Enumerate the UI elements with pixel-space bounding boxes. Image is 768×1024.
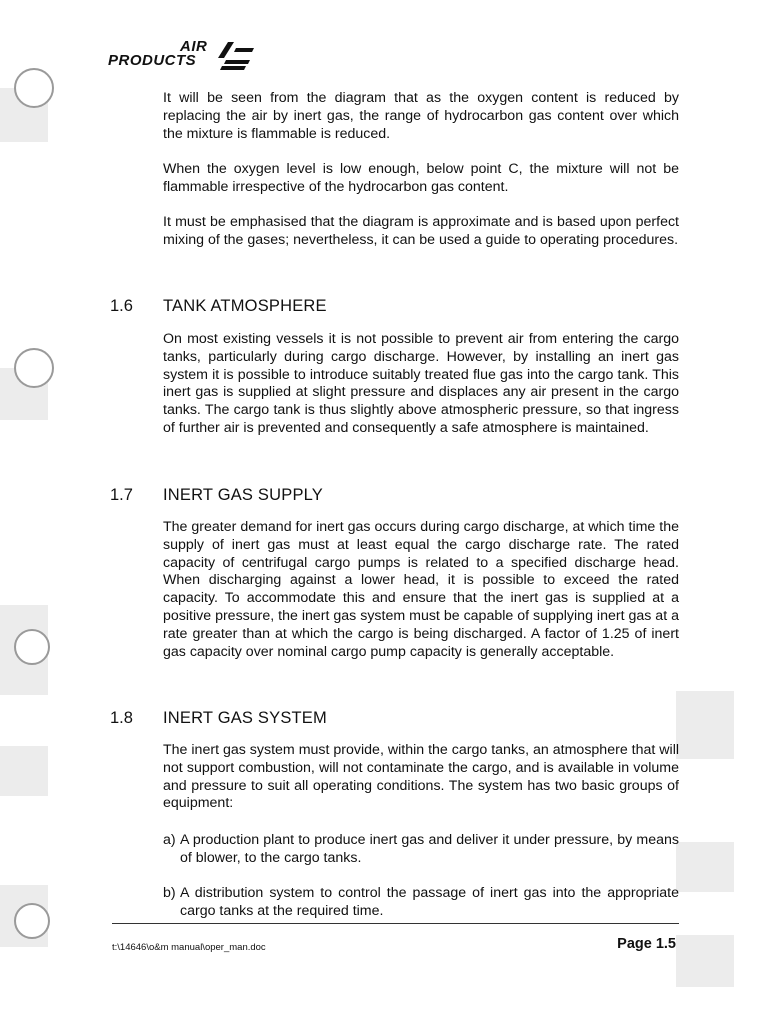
intro-paragraph: When the oxygen level is low enough, below point C, the mixture will not be flammable irrespective of the hydrocarbon gas content. [163, 161, 679, 195]
list-item-text: A distribution system to control the passage of inert gas into the appropriate cargo tanks at the required time. [180, 885, 679, 919]
footer-page-number: Page 1.5 [617, 936, 676, 952]
section-number: 1.8 [110, 709, 133, 727]
list-marker: b) [163, 885, 176, 901]
scan-shade-artifact [676, 691, 734, 759]
section-number: 1.7 [110, 486, 133, 504]
section-heading: INERT GAS SUPPLY [163, 486, 324, 504]
footer-file-path: t:\14646\o&m manual\oper_man.doc [112, 942, 266, 953]
intro-paragraph: It will be seen from the diagram that as the oxygen content is reduced by replacing the air by inert gas, the range of hydrocarbon gas content over which the mixture is flammable is reduced. [163, 90, 679, 142]
logo-mark-icon [216, 38, 256, 72]
list-item-text: A production plant to produce inert gas and deliver it under pressure, by means of blower, to the cargo tanks. [180, 832, 679, 866]
section-heading: TANK ATMOSPHERE [163, 297, 327, 315]
binder-hole-artifact [0, 88, 48, 142]
section-paragraph: On most existing vessels it is not possible to prevent air from entering the cargo tanks, particularly during cargo discharge. However, by installing an inert gas system it is possible to introduce suitably treated flue gas into the cargo tank. This inert gas is supplied at slight pressure and displaces any air present in the cargo tanks. The cargo tank is thus slightly above atmospheric pressure, so that ingress of further air is prevented and consequently a safe atmosphere is maintained. [163, 331, 679, 436]
binder-hole-artifact [0, 368, 48, 420]
logo-line1: AIR [180, 38, 208, 55]
binder-hole-artifact [0, 605, 48, 695]
section-heading: INERT GAS SYSTEM [163, 709, 327, 727]
binder-hole-artifact [0, 885, 48, 947]
section-paragraph: The greater demand for inert gas occurs during cargo discharge, at which time the supply of inert gas must at least equal the cargo discharge rate. The rated capacity of centrifugal cargo pumps is related to a specified discharge head. When discharging against a lower head, it is possible to exceed the rated capacity. To accommodate this and ensure that the inert gas is supplied at a positive pressure, the inert gas system must be capable of supplying inert gas at a rate greater than at which the cargo is being discharged. A factor of 1.25 of inert gas capacity over nominal cargo pump capacity is generally acceptable. [163, 519, 679, 660]
footer-rule [112, 923, 679, 924]
list-item [163, 832, 679, 868]
logo-line2: PRODUCTS [108, 52, 197, 69]
air-products-logo [108, 36, 258, 76]
scan-shade-artifact [676, 935, 734, 987]
list-marker: a) [163, 832, 176, 848]
list-item [163, 885, 679, 921]
section-number: 1.6 [110, 297, 133, 315]
intro-paragraph: It must be emphasised that the diagram is approximate and is based upon perfect mixing of the gases; nevertheless, it can be used a guide to operating procedures. [163, 214, 679, 248]
section-paragraph: The inert gas system must provide, within the cargo tanks, an atmosphere that will not support combustion, will not contaminate the cargo, and is available in volume and pressure to suit all operating conditions. The system has two basic groups of equipment: [163, 742, 679, 812]
binder-hole-artifact [0, 746, 48, 796]
scan-shade-artifact [676, 842, 734, 892]
